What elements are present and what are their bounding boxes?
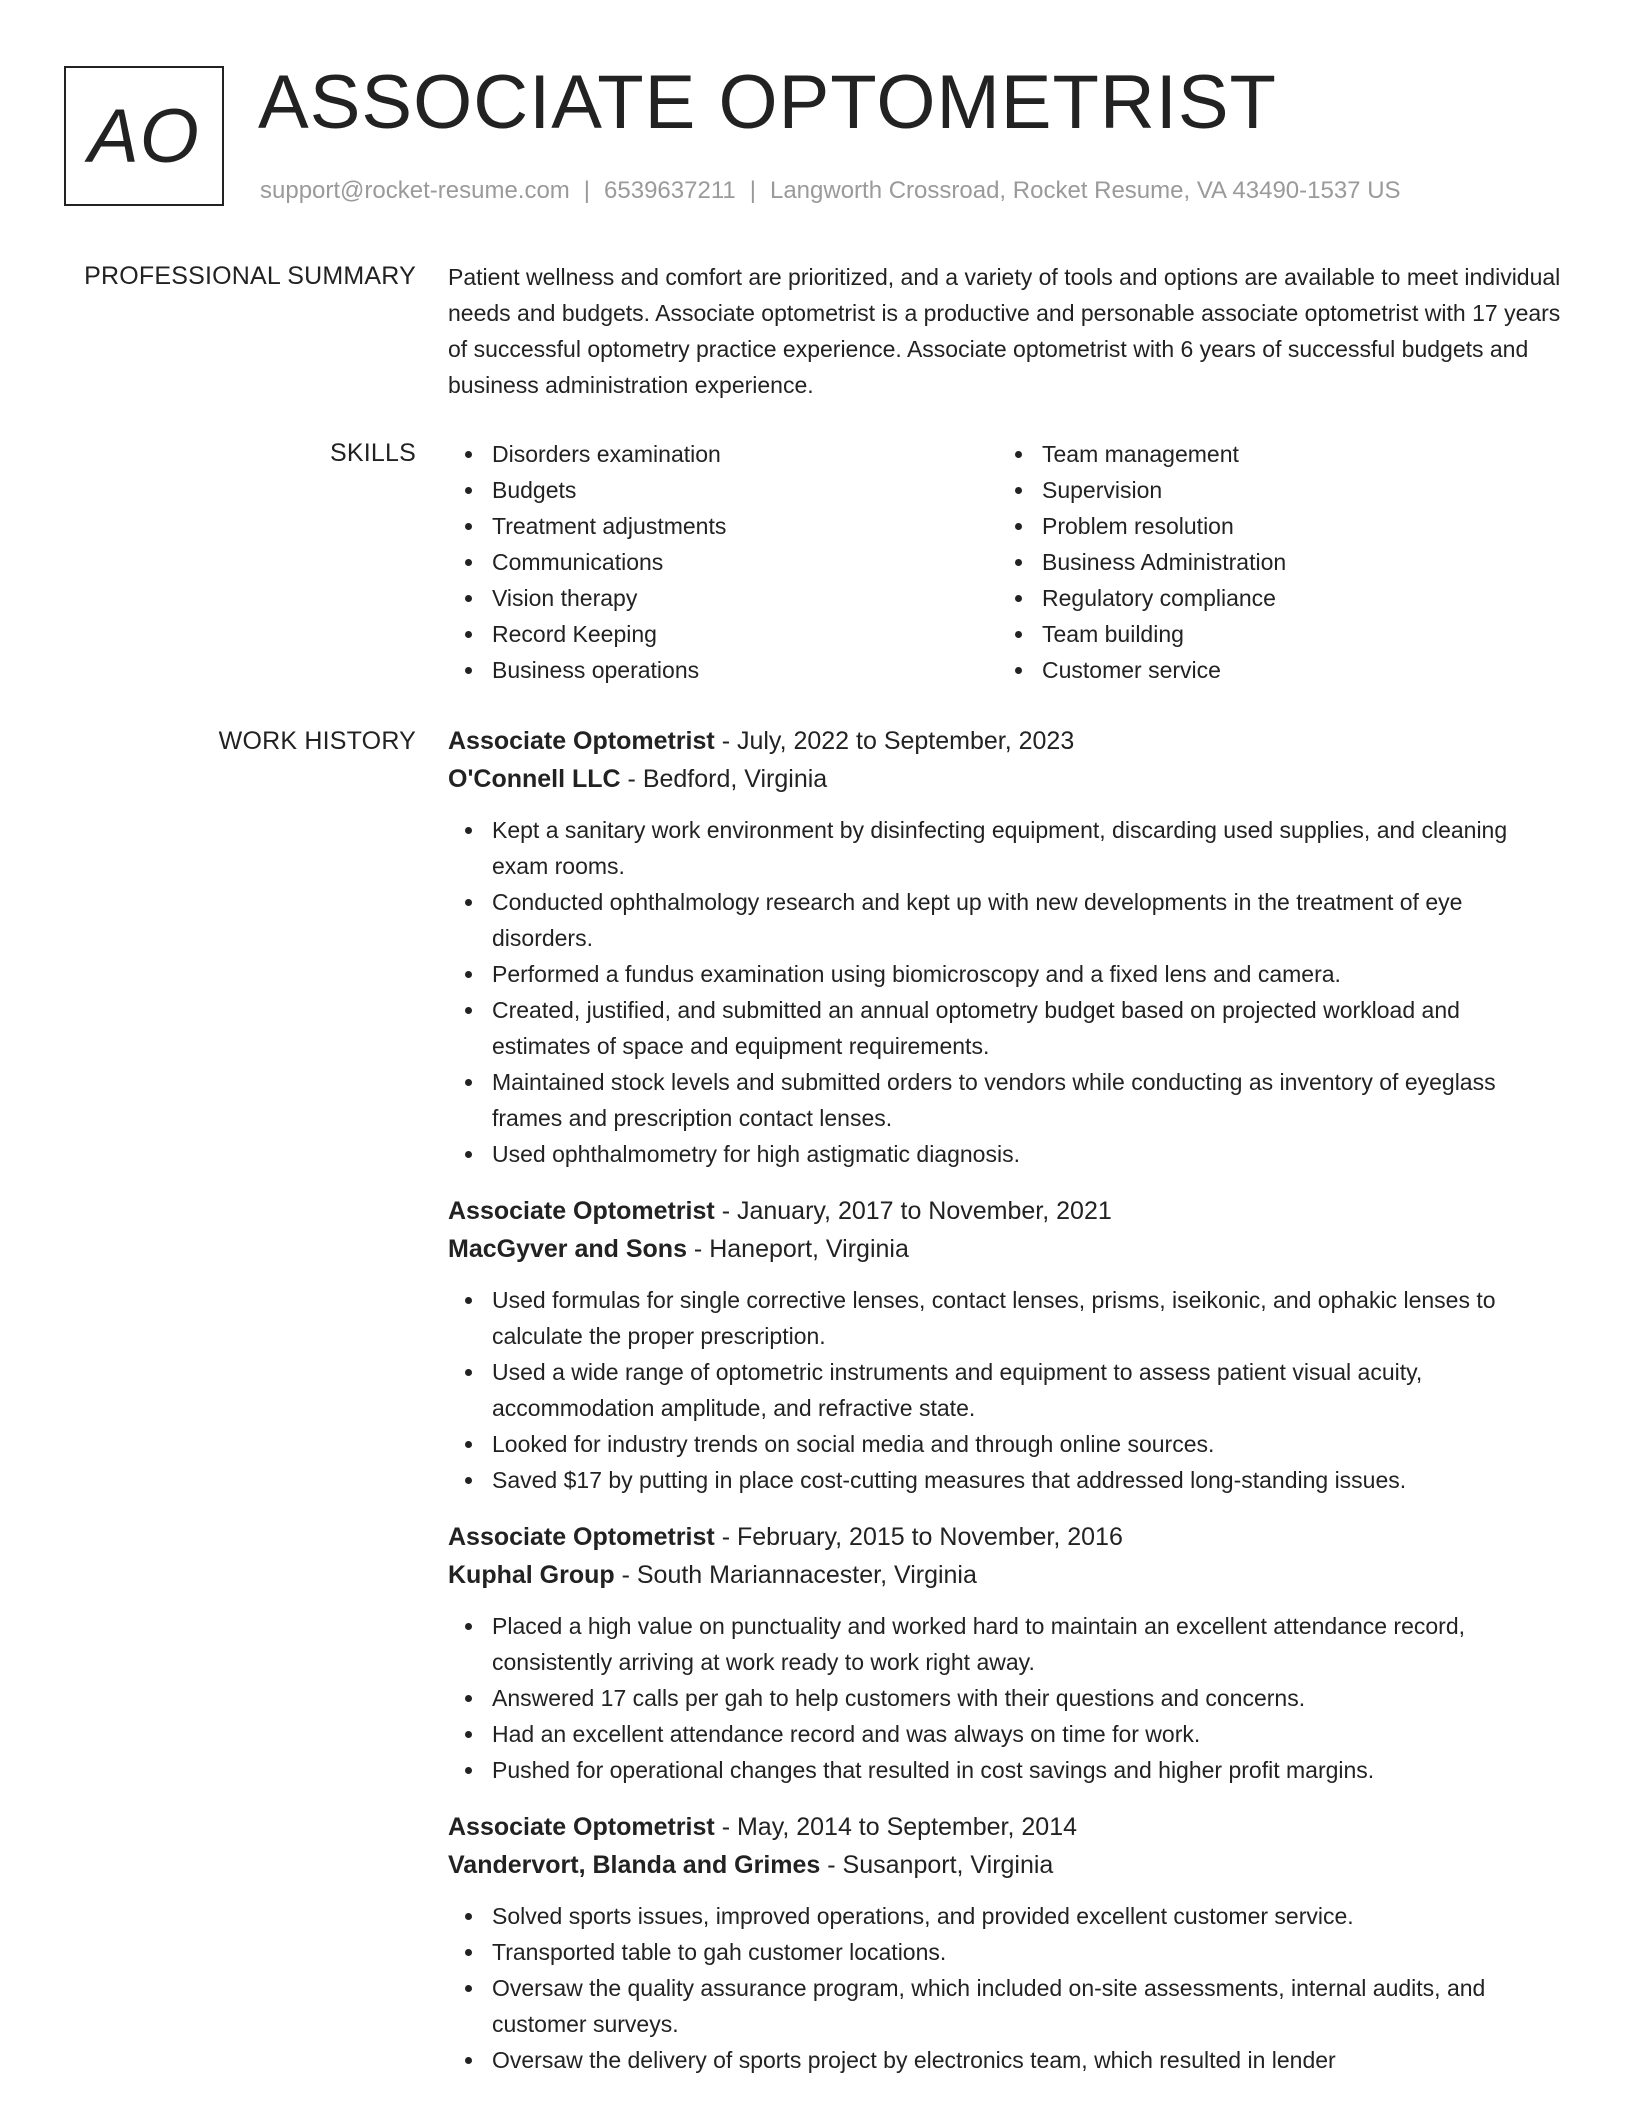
skill-item: Record Keeping: [448, 616, 998, 652]
skills-heading: SKILLS: [330, 439, 416, 467]
contact-separator: |: [749, 177, 756, 204]
skills-list-right: [998, 436, 1548, 688]
job-bullets: [448, 812, 1568, 1172]
skill-item: Customer service: [998, 652, 1548, 688]
job-bullets: [448, 1282, 1568, 1498]
job-company-line: [448, 1846, 1568, 1884]
job-bullets: [448, 1608, 1568, 1788]
skill-item: Problem resolution: [998, 508, 1548, 544]
job-title: Associate Optometrist: [448, 1813, 715, 1841]
skill-item: Business Administration: [998, 544, 1548, 580]
summary-text: Patient wellness and comfort are prioritized, and a variety of tools and options are available to meet individual needs and budgets. Associate optometrist is a productive and personable associate optometrist with 17 years of successful optometry practice experience. Associate optometrist with 6 years of successful budgets and business administration experience.: [448, 264, 1561, 398]
skill-item: Team management: [998, 436, 1548, 472]
contact-email[interactable]: support@rocket-resume.com: [260, 177, 570, 204]
job-bullet: Used formulas for single corrective lenses, contact lenses, prisms, iseikonic, and ophakic lenses to calculate the proper prescription.: [448, 1282, 1568, 1354]
job-title-line: [448, 722, 1568, 760]
job-bullets: [448, 1898, 1568, 2078]
job-company-line: [448, 760, 1568, 798]
job-location: - South Mariannacester, Virginia: [614, 1561, 977, 1589]
skill-item: Vision therapy: [448, 580, 998, 616]
job-entry: [448, 722, 1568, 1172]
skill-item: Budgets: [448, 472, 998, 508]
contact-line: [260, 174, 1401, 208]
skill-item: Regulatory compliance: [998, 580, 1548, 616]
job-bullet: Had an excellent attendance record and was always on time for work.: [448, 1716, 1568, 1752]
job-bullet: Performed a fundus examination using biomicroscopy and a fixed lens and camera.: [448, 956, 1568, 992]
job-company-line: [448, 1230, 1568, 1268]
job-bullet: Placed a high value on punctuality and worked hard to maintain an excellent attendance record, consistently arriving at work ready to work right away.: [448, 1608, 1568, 1680]
summary-body: [448, 259, 1568, 403]
job-location: - Bedford, Virginia: [620, 765, 828, 793]
job-bullet: Looked for industry trends on social media and through online sources.: [448, 1426, 1568, 1462]
monogram-initials: AO: [88, 93, 200, 179]
job-entry: [448, 1192, 1568, 1498]
skill-item: Communications: [448, 544, 998, 580]
job-company: MacGyver and Sons: [448, 1235, 687, 1263]
job-bullet: Answered 17 calls per gah to help customers with their questions and concerns.: [448, 1680, 1568, 1716]
job-company: Kuphal Group: [448, 1561, 615, 1589]
job-title-line: [448, 1518, 1568, 1556]
job-bullet: Conducted ophthalmology research and kept up with new developments in the treatment of eye disorders.: [448, 884, 1568, 956]
job-company: O'Connell LLC: [448, 765, 621, 793]
skill-item: Disorders examination: [448, 436, 998, 472]
job-title: Associate Optometrist: [448, 1197, 715, 1225]
job-dates: - May, 2014 to September, 2014: [714, 1813, 1078, 1841]
job-bullet: Pushed for operational changes that resulted in cost savings and higher profit margins.: [448, 1752, 1568, 1788]
skill-item: Treatment adjustments: [448, 508, 998, 544]
job-entry: [448, 1808, 1568, 2078]
job-bullet: Solved sports issues, improved operations, and provided excellent customer service.: [448, 1898, 1568, 1934]
job-title: Associate Optometrist: [448, 727, 715, 755]
job-bullet: Saved $17 by putting in place cost-cutting measures that addressed long-standing issues.: [448, 1462, 1568, 1498]
skills-list-left: [448, 436, 998, 688]
job-location: - Haneport, Virginia: [686, 1235, 909, 1263]
job-bullet: Oversaw the quality assurance program, which included on-site assessments, internal audits, and customer surveys.: [448, 1970, 1568, 2042]
job-dates: - February, 2015 to November, 2016: [714, 1523, 1123, 1551]
contact-phone[interactable]: 6539637211: [604, 177, 736, 204]
skill-item: Business operations: [448, 652, 998, 688]
job-title-line: [448, 1808, 1568, 1846]
job-bullet: Kept a sanitary work environment by disinfecting equipment, discarding used supplies, and cleaning exam rooms.: [448, 812, 1568, 884]
job-location: - Susanport, Virginia: [820, 1851, 1054, 1879]
job-title-line: [448, 1192, 1568, 1230]
job-company-line: [448, 1556, 1568, 1594]
skill-item: Supervision: [998, 472, 1548, 508]
job-company: Vandervort, Blanda and Grimes: [448, 1851, 821, 1879]
job-dates: - January, 2017 to November, 2021: [714, 1197, 1112, 1225]
work-history-body: [448, 722, 1568, 2098]
summary-heading: PROFESSIONAL SUMMARY: [84, 262, 416, 290]
work-history-heading: WORK HISTORY: [218, 727, 416, 755]
job-bullet: Created, justified, and submitted an annual optometry budget based on projected workload and estimates of space and equipment requirements.: [448, 992, 1568, 1064]
job-title: Associate Optometrist: [448, 1523, 715, 1551]
skill-item: Team building: [998, 616, 1548, 652]
job-entry: [448, 1518, 1568, 1788]
job-bullet: Oversaw the delivery of sports project by electronics team, which resulted in lender: [448, 2042, 1568, 2078]
contact-separator: |: [583, 177, 591, 204]
job-bullet: Transported table to gah customer locations.: [448, 1934, 1568, 1970]
skills-body: [448, 436, 1568, 688]
job-bullet: Maintained stock levels and submitted orders to vendors while conducting as inventory of eyeglass frames and prescription contact lenses.: [448, 1064, 1568, 1136]
job-dates: - July, 2022 to September, 2023: [714, 727, 1075, 755]
contact-address: Langworth Crossroad, Rocket Resume, VA 43490-1537 US: [769, 177, 1401, 204]
job-bullet: Used ophthalmometry for high astigmatic diagnosis.: [448, 1136, 1568, 1172]
skills-columns: [448, 436, 1568, 688]
monogram-box: [64, 66, 224, 206]
resume-name: ASSOCIATE OPTOMETRIST: [258, 60, 1277, 145]
job-bullet: Used a wide range of optometric instruments and equipment to assess patient visual acuity, accommodation amplitude, and refractive state.: [448, 1354, 1568, 1426]
